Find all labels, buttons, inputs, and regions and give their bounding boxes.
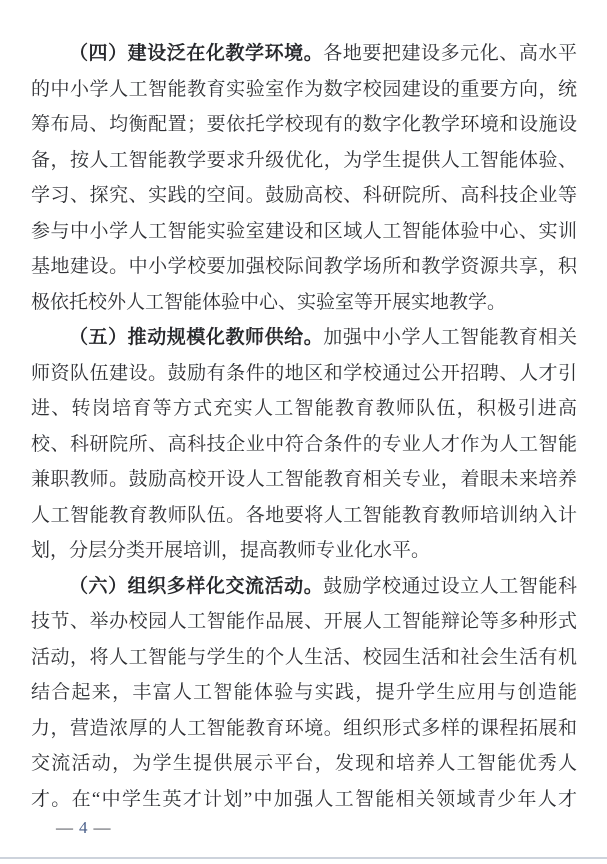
body-line: 技节、举办校园人工智能作品展、开展人工智能辩论等多种形式: [31, 611, 577, 632]
section-heading-6: （六）组织多样化交流活动。: [69, 575, 324, 597]
page-number-dash-left: —: [56, 818, 74, 837]
page-number: [56, 817, 112, 839]
body-line: 参与中小学人工智能实验室建设和区域人工智能体验中心、实训: [31, 220, 577, 242]
section-heading-5: （五）推动规模化教师供给。: [69, 327, 324, 348]
paragraph-5-first-line: [31, 320, 577, 356]
body-line: 进、转岗培育等方式充实人工智能教育教师队伍，积极引进高: [31, 398, 577, 419]
body-text: 加强中小学人工智能教育相关: [323, 327, 577, 348]
body-line: 的中小学人工智能教育实验室作为数字校园建设的重要方向，统: [31, 78, 577, 100]
body-line: 兼职教师。鼓励高校开设人工智能教育相关专业，着眼未来培养: [31, 469, 577, 490]
paragraph-4-first-line: [31, 36, 577, 72]
page-number-dash-right: —: [93, 818, 112, 837]
page-number-value: 4: [79, 818, 89, 837]
body-line: 交流活动，为学生提供展示平台，发现和培养人工智能优秀人: [31, 753, 577, 774]
body-line: 基地建设。中小学校要加强校际间教学场所和教学资源共享，积: [31, 256, 577, 277]
page-text-block: [31, 36, 577, 817]
body-line: 活动，将人工智能与学生的个人生活、校园生活和社会生活有机: [31, 646, 577, 668]
body-line: 人工智能教育教师队伍。各地要将人工智能教育教师培训纳入计: [31, 504, 577, 526]
body-line: 结合起来，丰富人工智能体验与实践，提升学生应用与创造能: [31, 682, 577, 703]
body-text: 各地要把建设多元化、高水平: [323, 43, 577, 64]
body-line: 师资队伍建设。鼓励有条件的地区和学校通过公开招聘、人才引: [31, 362, 577, 384]
body-line: 划，分层分类开展培训，提高教师专业化水平。: [31, 540, 431, 561]
section-heading-4: （四）建设泛在化教学环境。: [69, 43, 324, 64]
paragraph-6-first-line: [31, 569, 577, 605]
body-line: 筹布局、均衡配置；要依托学校现有的数字化教学环境和设施设: [31, 114, 577, 135]
paragraph-5: [31, 320, 577, 569]
body-line: 校、科研院所、高科技企业中符合条件的专业人才作为人工智能: [31, 433, 577, 455]
body-text: 鼓励学校通过设立人工智能科: [323, 575, 577, 597]
body-line: 力，营造浓厚的人工智能教育环境。组织形式多样的课程拓展和: [31, 717, 577, 739]
body-line: 才。在“中学生英才计划”中加强人工智能相关领域青少年人才: [31, 788, 577, 810]
body-line: 学习、探究、实践的空间。鼓励高校、科研院所、高科技企业等: [31, 185, 577, 206]
body-line: 极依托校外人工智能体验中心、实验室等开展实地教学。: [31, 291, 507, 313]
body-line: 备，按人工智能教学要求升级优化，为学生提供人工智能体验、: [31, 149, 577, 171]
page-bottom-edge: [0, 857, 607, 859]
paragraph-6: [31, 569, 577, 818]
paragraph-4: [31, 36, 577, 320]
